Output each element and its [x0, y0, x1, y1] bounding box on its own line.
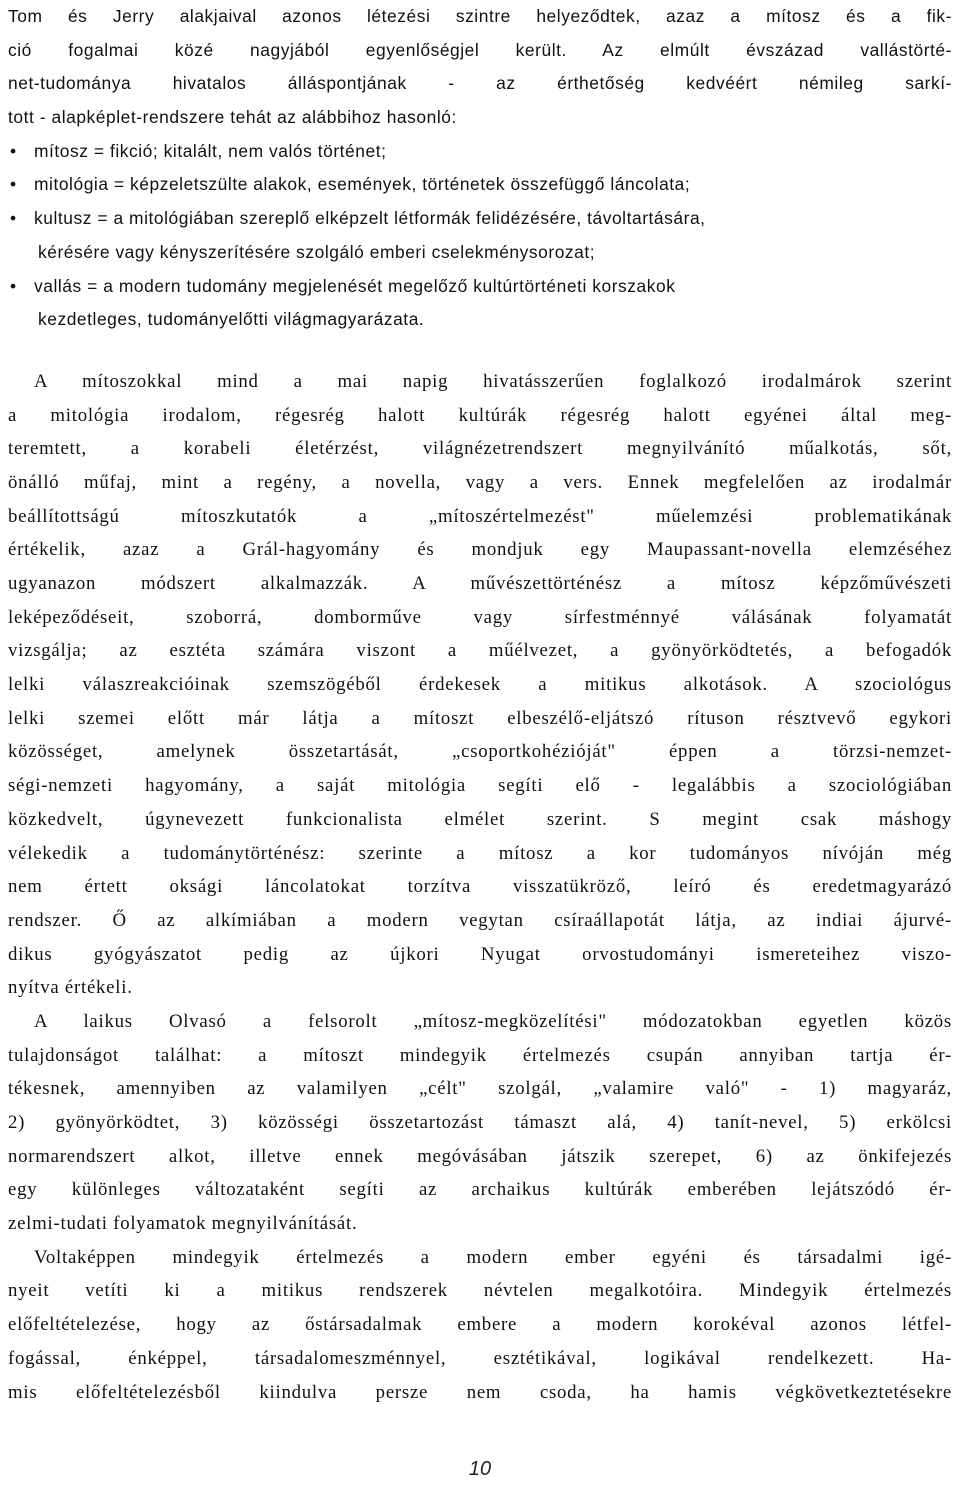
text-line: leképeződéseit, szoborrá, domborműve vagy sírfestménnyé válásának folyamatát	[8, 606, 952, 628]
text-line: nyítva értékeli.	[8, 977, 133, 999]
paragraph-voltakeppen	[8, 1241, 952, 1409]
paragraph-laikus-olvaso	[8, 1005, 952, 1241]
text-line: mis előfeltételezésből kiindulva persze nem csoda, ha hamis végkövetkeztetésekre	[8, 1381, 952, 1403]
text-line: egy különleges változataként segíti az archaikus kultúrák emberében lejátszódó ér-	[8, 1179, 952, 1201]
text-line: nyeit vetíti ki a mitikus rendszerek névtelen megalkotóira. Mindegyik értelmezés	[8, 1280, 952, 1302]
text-line: nem értett oksági láncolatokat torzítva visszatükröző, leíró és eredetmagyarázó	[8, 876, 952, 898]
text-line: normarendszert alkot, illetve ennek megóvásában játszik szerepet, 6) az önkifejezés	[8, 1145, 952, 1167]
section-gap	[8, 337, 952, 365]
text-line: lelki szemei előtt már látja a mítoszt elbeszélő-eljátszó rítuson résztvevő egykori	[8, 707, 952, 729]
text-line: Voltaképpen mindegyik értelmezés a modern ember egyéni és társadalmi igé-	[34, 1246, 952, 1268]
text-line: ugyanazon módszert alkalmazzák. A művészettörténész a mítosz képzőművészeti	[8, 573, 952, 594]
text-line: ségi-nemzeti hagyomány, a saját mitológia segíti elő - legalábbis a szociológiában	[8, 775, 952, 797]
text-line: ció fogalmai közé nagyjából egyenlőségjel került. Az elmúlt évszázad vallástörté-	[8, 39, 952, 60]
text-line: közkedvelt, úgynevezett funkcionalista elmélet szerint. S megint csak máshogy	[8, 808, 952, 830]
text-line: A laikus Olvasó a felsorolt „mítosz-megközelítési" módozatokban egyetlen közös	[34, 1010, 952, 1032]
text-line: közösséget, amelynek összetartását, „csoportkohézióját" éppen a törzsi-nemzet-	[8, 741, 952, 763]
definition-text: kultusz = a mitológiában szereplő elképzelt létformák felidézésére, távoltartására,	[34, 208, 706, 229]
definition-item-kultusz	[8, 202, 952, 236]
bullet-icon: •	[10, 140, 17, 161]
bullet-icon: •	[10, 275, 17, 296]
definition-item-vallas	[8, 270, 952, 304]
text-line: tékesnek, amennyiben az valamilyen „célt" szolgál, „valamire való" - 1) magyaráz,	[8, 1078, 952, 1100]
text-line: fogással, énképpel, társadalomeszménnyel, esztétikával, logikával rendelkezett. Ha-	[8, 1347, 952, 1369]
definition-text-continued: kezdetleges, tudományelőtti világmagyarázata.	[38, 309, 425, 330]
bullet-icon: •	[10, 208, 17, 229]
paragraph-interpretations	[8, 365, 952, 1005]
text-line: A mítoszokkal mind a mai napig hivatásszerűen foglalkozó irodalmárok szerint	[34, 370, 952, 392]
text-line: előfeltételezése, hogy az őstársadalmak embere a modern korokéval azonos létfel-	[8, 1314, 952, 1336]
text-line: dikus gyógyászatot pedig az újkori Nyugat orvostudományi ismereteihez viszo-	[8, 943, 952, 965]
definition-text: mitológia = képzeletszülte alakok, események, történetek összefüggő láncolata;	[34, 174, 691, 195]
definition-item-mitosz	[8, 135, 952, 169]
text-line: tott - alapképlet-rendszere tehát az alábbihoz hasonló:	[8, 107, 457, 128]
definition-text-continued: kérésére vagy kényszerítésére szolgáló emberi cselekménysorozat;	[38, 241, 596, 262]
text-line: vélekedik a tudománytörténész: szerinte a mítosz a kor tudományos nívóján még	[8, 842, 952, 864]
text-line: értékelik, azaz a Grál-hagyomány és mondjuk egy Maupassant-novella elemzéséhez	[8, 539, 952, 561]
text-line: net-tudománya hivatalos álláspontjának - az érthetőség kedvéért némileg sarkí-	[8, 73, 952, 94]
definition-list	[8, 135, 952, 337]
text-line: vizsgálja; az esztéta számára viszont a műélvezet, a gyönyörködtetés, a befogadók	[8, 640, 952, 662]
text-line: önálló műfaj, mint a regény, a novella, vagy a vers. Ennek megfelelően az irodalmár	[8, 471, 952, 493]
text-line: 2) gyönyörködtet, 3) közösségi összetartozást támaszt alá, 4) tanít-nevel, 5) erkölcsi	[8, 1112, 952, 1133]
text-line: tulajdonságot találhat: a mítoszt mindegyik értelmezés csupán annyiban tartja ér-	[8, 1044, 952, 1066]
text-line: rendszer. Ő az alkímiában a modern vegytan csíraállapotát látja, az indiai ájurvé-	[8, 909, 952, 931]
bullet-icon: •	[10, 174, 17, 195]
text-line: beállítottságú mítoszkutatók a „mítoszértelmezést" műelemzési problematikának	[8, 505, 952, 527]
intro-paragraph	[8, 0, 952, 135]
text-line: Tom és Jerry alakjaival azonos létezési szintre helyeződtek, azaz a mítosz és a fik-	[8, 6, 952, 26]
document-page	[8, 0, 952, 1409]
text-line: a mitológia irodalom, régesrég halott kultúrák régesrég halott egyénei által meg-	[8, 404, 952, 426]
definition-text: mítosz = fikció; kitalált, nem valós történet;	[34, 140, 387, 161]
definition-text: vallás = a modern tudomány megjelenését megelőző kultúrtörténeti korszakok	[34, 275, 676, 296]
text-line: teremtett, a korabeli életérzést, világnézetrendszert megnyilvánító műalkotás, sőt,	[8, 438, 952, 460]
definition-item-mitologia	[8, 168, 952, 202]
page-number: 10	[468, 1458, 492, 1480]
text-line: lelki válaszreakcióinak szemszögéből érdekesek a mitikus alkotások. A szociológus	[8, 674, 952, 696]
text-line: zelmi-tudati folyamatok megnyilvánítását.	[8, 1213, 358, 1235]
